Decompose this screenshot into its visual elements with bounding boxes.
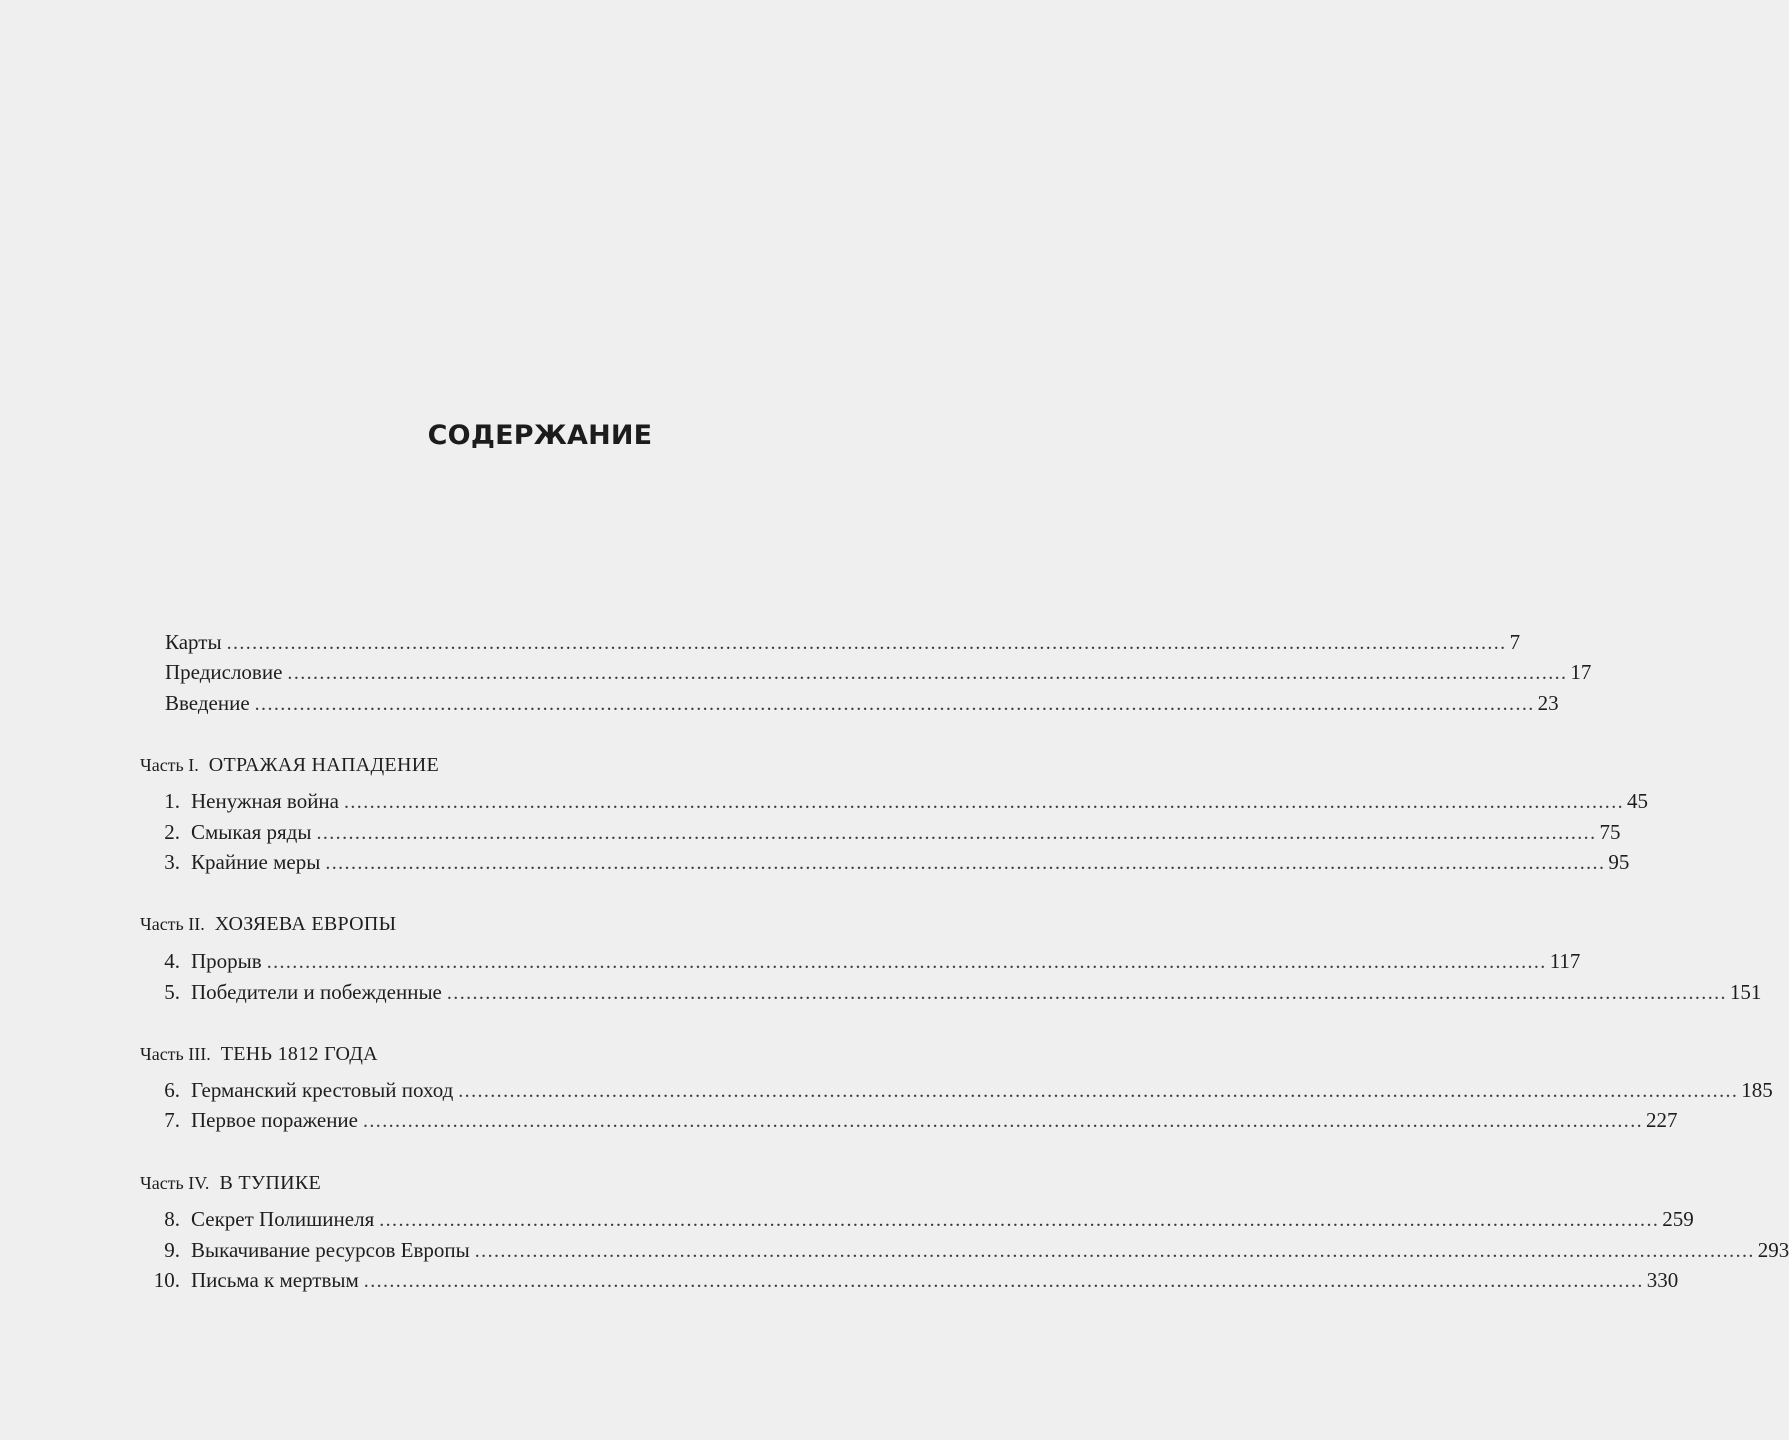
toc-entry-label: Германский крестовый поход	[191, 1078, 454, 1102]
toc-entry-label: Письма к мертвым	[191, 1268, 359, 1292]
toc-entry-label: Карты	[165, 630, 222, 654]
chapter-number: 8.	[164, 1207, 180, 1231]
toc-entry-chapter-6	[140, 1075, 1773, 1105]
toc-entry-chapter-1	[140, 786, 1648, 816]
toc-entry-page: 95	[1608, 850, 1630, 874]
chapter-number: 9.	[164, 1238, 180, 1262]
dot-leader: ........................................................................................................................................................................................................	[287, 662, 1568, 684]
chapter-number: 1.	[164, 789, 180, 813]
chapter-number: 3.	[164, 850, 180, 874]
toc-entry-chapter-7	[140, 1105, 1678, 1135]
dot-leader: ........................................................................................................................................................................................................	[458, 1080, 1739, 1102]
chapter-number: 5.	[164, 980, 180, 1004]
dot-leader: ........................................................................................................................................................................................................	[474, 1240, 1755, 1262]
dot-leader: ........................................................................................................................................................................................................	[344, 791, 1624, 813]
toc-entry-page: 7	[1509, 630, 1521, 654]
toc-entry-label: Выкачивание ресурсов Европы	[191, 1238, 470, 1262]
dot-leader: ........................................................................................................................................................................................................	[363, 1110, 1643, 1132]
toc-entry-page: 330	[1646, 1268, 1679, 1292]
chapter-number: 10.	[153, 1268, 180, 1292]
part-heading-1	[140, 750, 439, 780]
part-label: Часть II.	[140, 914, 205, 934]
toc-entry-introduction	[165, 688, 1559, 718]
dot-leader: ........................................................................................................................................................................................................	[226, 632, 1507, 654]
chapter-number: 2.	[164, 820, 180, 844]
part-name: В ТУПИКЕ	[219, 1172, 321, 1194]
toc-entry-label: Крайние меры	[191, 850, 321, 874]
toc-entry-page: 185	[1741, 1078, 1773, 1102]
toc-entry-page: 293	[1757, 1238, 1789, 1262]
part-name: ОТРАЖАЯ НАПАДЕНИЕ	[208, 754, 439, 776]
dot-leader: ........................................................................................................................................................................................................	[446, 982, 1727, 1004]
dot-leader: ........................................................................................................................................................................................................	[316, 822, 1597, 844]
part-heading-2	[140, 909, 396, 939]
toc-entry-page: 23	[1537, 691, 1559, 715]
part-heading-3	[140, 1039, 378, 1069]
toc-entry-label: Первое поражение	[191, 1108, 358, 1132]
toc-entry-chapter-8	[140, 1204, 1694, 1234]
dot-leader: ........................................................................................................................................................................................................	[254, 693, 1535, 715]
chapter-number: 4.	[164, 949, 180, 973]
toc-entry-maps	[165, 627, 1521, 657]
toc-entry-label: Введение	[165, 691, 250, 715]
toc-entry-label: Секрет Полишинеля	[191, 1207, 375, 1231]
toc-entry-page: 259	[1662, 1207, 1694, 1231]
toc-entry-label: Предисловие	[165, 660, 283, 684]
toc-entry-label: Победители и побежденные	[191, 980, 442, 1004]
part-name: ХОЗЯЕВА ЕВРОПЫ	[214, 913, 397, 935]
toc-entry-page: 75	[1599, 820, 1621, 844]
toc-entry-chapter-9	[140, 1235, 1789, 1265]
page-title: СОДЕРЖАНИЕ	[427, 420, 653, 451]
toc-entry-chapter-2	[140, 817, 1621, 847]
toc-entry-label: Смыкая ряды	[191, 820, 312, 844]
toc-entry-page: 151	[1729, 980, 1762, 1004]
dot-leader: ........................................................................................................................................................................................................	[266, 951, 1547, 973]
toc-entry-page: 45	[1627, 789, 1648, 813]
toc-entry-preface	[165, 657, 1592, 687]
part-label: Часть I.	[140, 755, 199, 775]
toc-entry-chapter-10	[140, 1265, 1679, 1295]
toc-entry-label: Ненужная война	[191, 789, 339, 813]
dot-leader: ........................................................................................................................................................................................................	[379, 1209, 1660, 1231]
toc-entry-chapter-4	[140, 946, 1581, 976]
part-label: Часть III.	[140, 1044, 211, 1064]
dot-leader: ........................................................................................................................................................................................................	[325, 852, 1606, 874]
chapter-number: 7.	[164, 1108, 180, 1132]
toc-entry-page: 227	[1646, 1108, 1678, 1132]
part-heading-4	[140, 1168, 321, 1198]
part-label: Часть IV.	[140, 1173, 210, 1193]
chapter-number: 6.	[164, 1078, 180, 1102]
toc-entry-label: Прорыв	[191, 949, 262, 973]
toc-entry-chapter-3	[140, 847, 1630, 877]
toc-entry-chapter-5	[140, 977, 1762, 1007]
toc-entry-page: 117	[1549, 949, 1581, 973]
part-name: ТЕНЬ 1812 ГОДА	[220, 1043, 378, 1065]
toc-entry-page: 17	[1570, 660, 1592, 684]
dot-leader: ........................................................................................................................................................................................................	[363, 1270, 1644, 1292]
